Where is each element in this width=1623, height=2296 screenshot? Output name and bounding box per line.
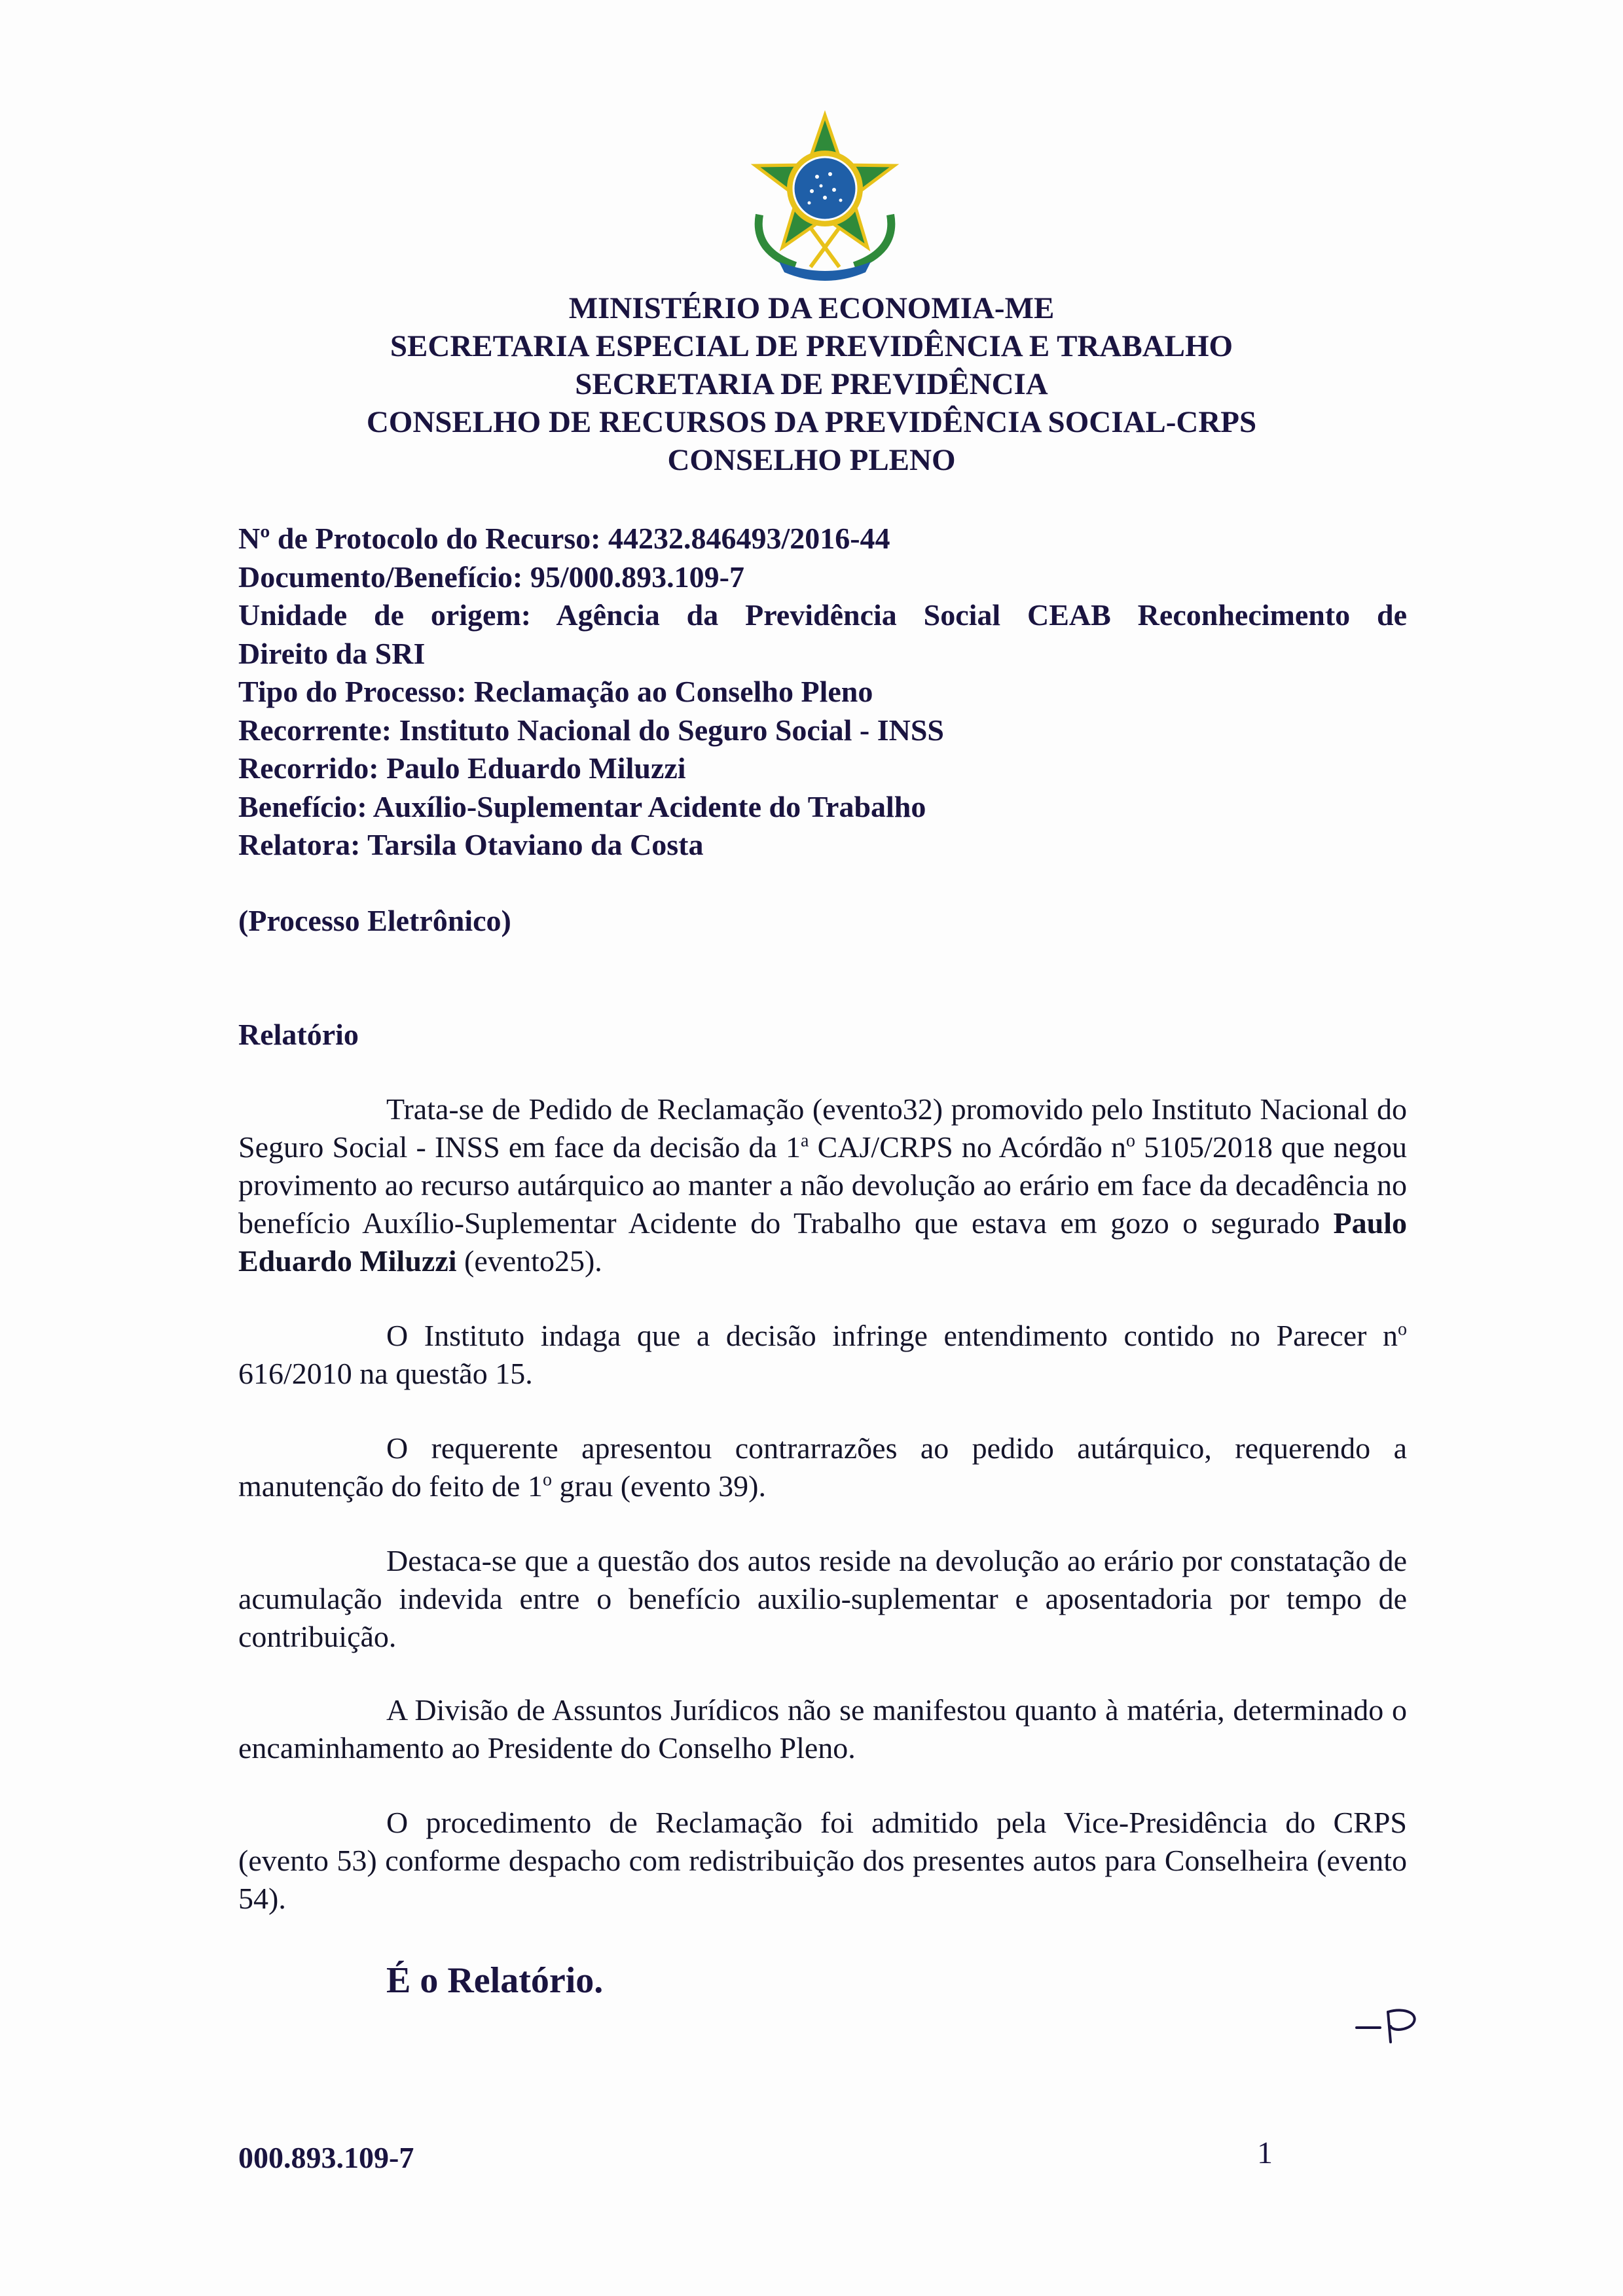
- paragraph-2-text-a: O Instituto indaga que a decisão infringe entendimento contido no Parecer n: [386, 1319, 1398, 1352]
- footer-document-code: 000.893.109-7: [238, 2141, 414, 2174]
- page-number: 1: [1257, 2136, 1273, 2170]
- document-benefit: Documento/Benefício: 95/000.893.109-7: [238, 560, 744, 594]
- section-title: Relatório: [238, 1018, 359, 1051]
- closing-statement: É o Relatório.: [386, 1960, 604, 2001]
- paragraph-2: [238, 1317, 1407, 1393]
- appellee: Recorrido: Paulo Eduardo Miluzzi: [238, 751, 686, 785]
- heading-line-ministry: MINISTÉRIO DA ECONOMIA-ME: [568, 291, 1055, 325]
- institution-heading: [0, 289, 1623, 479]
- appellant: Recorrente: Instituto Nacional do Seguro Social - INSS: [238, 713, 945, 747]
- coat-of-arms-emblem: [733, 105, 917, 288]
- paragraph-1-text-d: (evento25).: [456, 1244, 602, 1278]
- initials-signature: [1354, 2001, 1426, 2047]
- paragraph-1-text-c: 5105/2018 que negou provimento ao recurso autárquico ao manter a não devolução ao erário em face da decadência no benefício Auxílio-Suplementar Acidente do Trabalho que estava em gozo o segurado: [238, 1130, 1407, 1240]
- paragraph-1-text-b: CAJ/CRPS no Acórdão n: [809, 1130, 1126, 1164]
- paragraph-6-text: O procedimento de Reclamação foi admitido pela Vice-Presidência do CRPS (evento 53) conforme despacho com redistribuição dos presentes autos para Conselheira (evento 54).: [238, 1806, 1407, 1915]
- process-type: Tipo do Processo: Reclamação ao Conselho Pleno: [238, 675, 873, 708]
- rapporteur: Relatora: Tarsila Otaviano da Costa: [238, 828, 704, 861]
- paragraph-4-text: Destaca-se que a questão dos autos reside na devolução ao erário por constatação de acumulação indevida entre o benefício auxilio-suplementar e aposentadoria por tempo de contribuição.: [238, 1544, 1407, 1653]
- paragraph-1: [238, 1090, 1407, 1280]
- protocol-number: Nº de Protocolo do Recurso: 44232.846493/2016-44: [238, 522, 890, 555]
- insured-name: Paulo Eduardo Miluzzi: [238, 1206, 1407, 1278]
- paragraph-3-text-b: grau (evento 39).: [551, 1469, 766, 1503]
- heading-line-special-secretariat: SECRETARIA ESPECIAL DE PREVIDÊNCIA E TRABALHO: [390, 329, 1233, 363]
- paragraph-3-text-a: O requerente apresentou contrarrazões ao pedido autárquico, requerendo a manutenção do feito de 1: [238, 1431, 1407, 1503]
- heading-line-secretariat: SECRETARIA DE PREVIDÊNCIA: [575, 367, 1048, 401]
- heading-line-council: CONSELHO DE RECURSOS DA PREVIDÊNCIA SOCIAL-CRPS: [366, 405, 1257, 439]
- heading-line-plenary: CONSELHO PLENO: [667, 443, 956, 477]
- origin-unit-line2: Direito da SRI: [238, 636, 426, 670]
- paragraph-5: [238, 1691, 1407, 1767]
- superscript: a: [801, 1130, 809, 1151]
- paragraph-3: [238, 1429, 1407, 1505]
- paragraph-6: [238, 1804, 1407, 1918]
- origin-unit-line1: Unidade de origem: Agência da Previdência Social CEAB Reconhecimento de: [238, 598, 1407, 632]
- benefit: Benefício: Auxílio-Suplementar Acidente do Trabalho: [238, 789, 926, 823]
- paragraph-2-text-b: 616/2010 na questão 15.: [238, 1357, 533, 1390]
- superscript: o: [542, 1469, 552, 1490]
- superscript: o: [1125, 1130, 1135, 1151]
- superscript: o: [1398, 1319, 1407, 1340]
- paragraph-4: [238, 1542, 1407, 1656]
- paragraph-5-text: A Divisão de Assuntos Jurídicos não se manifestou quanto à matéria, determinado o encaminhamento ao Presidente do Conselho Pleno.: [238, 1693, 1407, 1765]
- electronic-process-note: (Processo Eletrônico): [238, 904, 511, 937]
- paragraph-1-text-a: Trata-se de Pedido de Reclamação (evento32) promovido pelo Instituto Nacional do Seguro Social - INSS em face da decisão da 1: [238, 1092, 1407, 1164]
- emblem-blue-disc: [793, 157, 856, 220]
- case-metadata: [238, 520, 1407, 865]
